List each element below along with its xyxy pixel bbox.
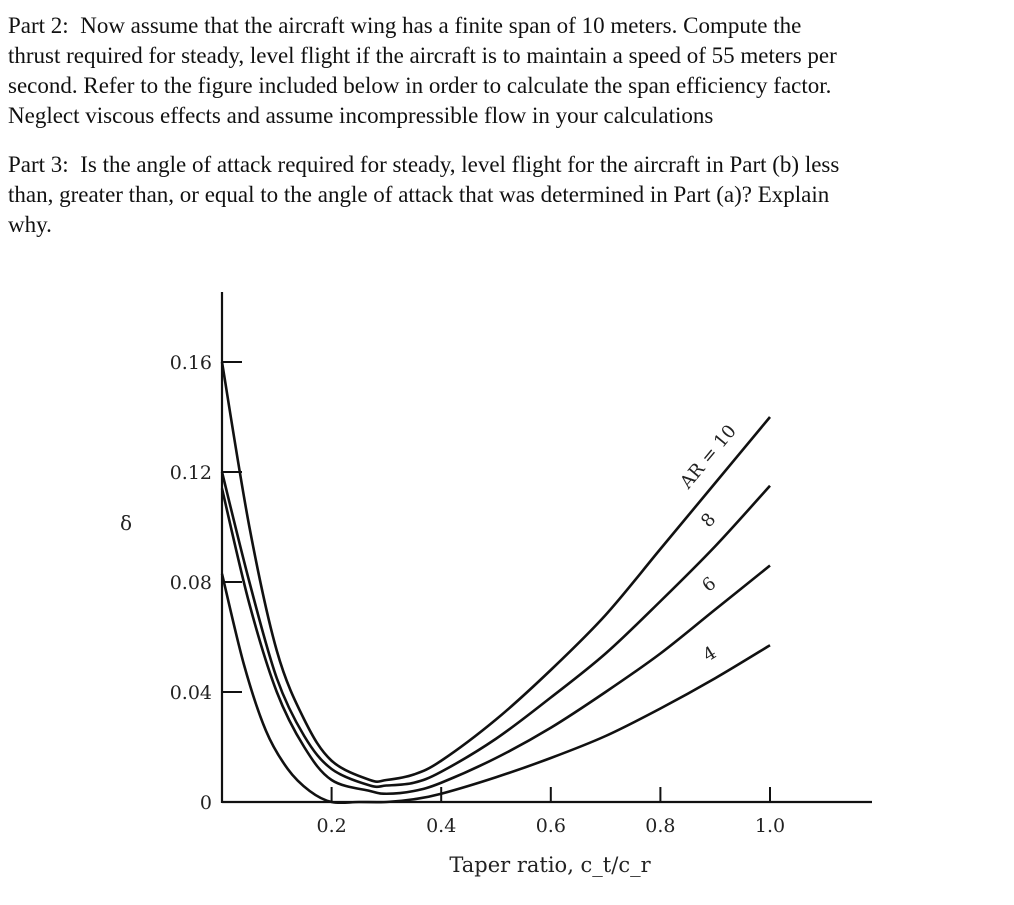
y-tick-label: 0.12 bbox=[169, 462, 212, 484]
series-line-4 bbox=[222, 574, 770, 803]
part-2-label: Part 2: bbox=[8, 13, 69, 38]
series-label: 8 bbox=[696, 509, 721, 532]
series-label: 6 bbox=[698, 573, 721, 597]
x-axis-label: Taper ratio, c_t/c_r bbox=[449, 853, 651, 877]
series-label: 4 bbox=[699, 642, 721, 667]
y-tick-label: 0 bbox=[199, 792, 212, 814]
y-tick-label: 0.16 bbox=[169, 352, 212, 374]
x-tick-label: 1.0 bbox=[754, 815, 786, 837]
series-line-1 bbox=[222, 362, 770, 782]
x-tick-label: 0.8 bbox=[645, 815, 676, 837]
chart-curves bbox=[222, 362, 770, 803]
part-3-label: Part 3: bbox=[8, 152, 69, 177]
x-tick-label: 0.6 bbox=[535, 815, 566, 837]
part-2-text: Now assume that the aircraft wing has a finite span of 10 meters. Compute the thrust required for steady, level flight if the aircraft is to maintain a speed of 55 meters per second. Refer to the figure included below in order to calculate the span efficiency factor. Neglect viscous effects and assume incompressible flow in your calculations bbox=[8, 13, 837, 128]
y-axis-label: δ bbox=[119, 511, 133, 535]
y-tick-label: 0.08 bbox=[169, 572, 212, 594]
series-line-3 bbox=[222, 489, 770, 794]
x-tick-label: 0.4 bbox=[426, 815, 457, 837]
part-3-text: Is the angle of attack required for steady, level flight for the aircraft in Part (b) less than, greater than, or equal to the angle of attack that was determined in Part (a)? Explain why. bbox=[8, 152, 840, 237]
chart-axes bbox=[222, 292, 872, 803]
x-tick-label: 0.2 bbox=[316, 815, 347, 837]
y-tick-label: 0.04 bbox=[169, 682, 212, 704]
series-line-2 bbox=[222, 472, 770, 787]
series-label: AR = 10 bbox=[676, 420, 741, 493]
